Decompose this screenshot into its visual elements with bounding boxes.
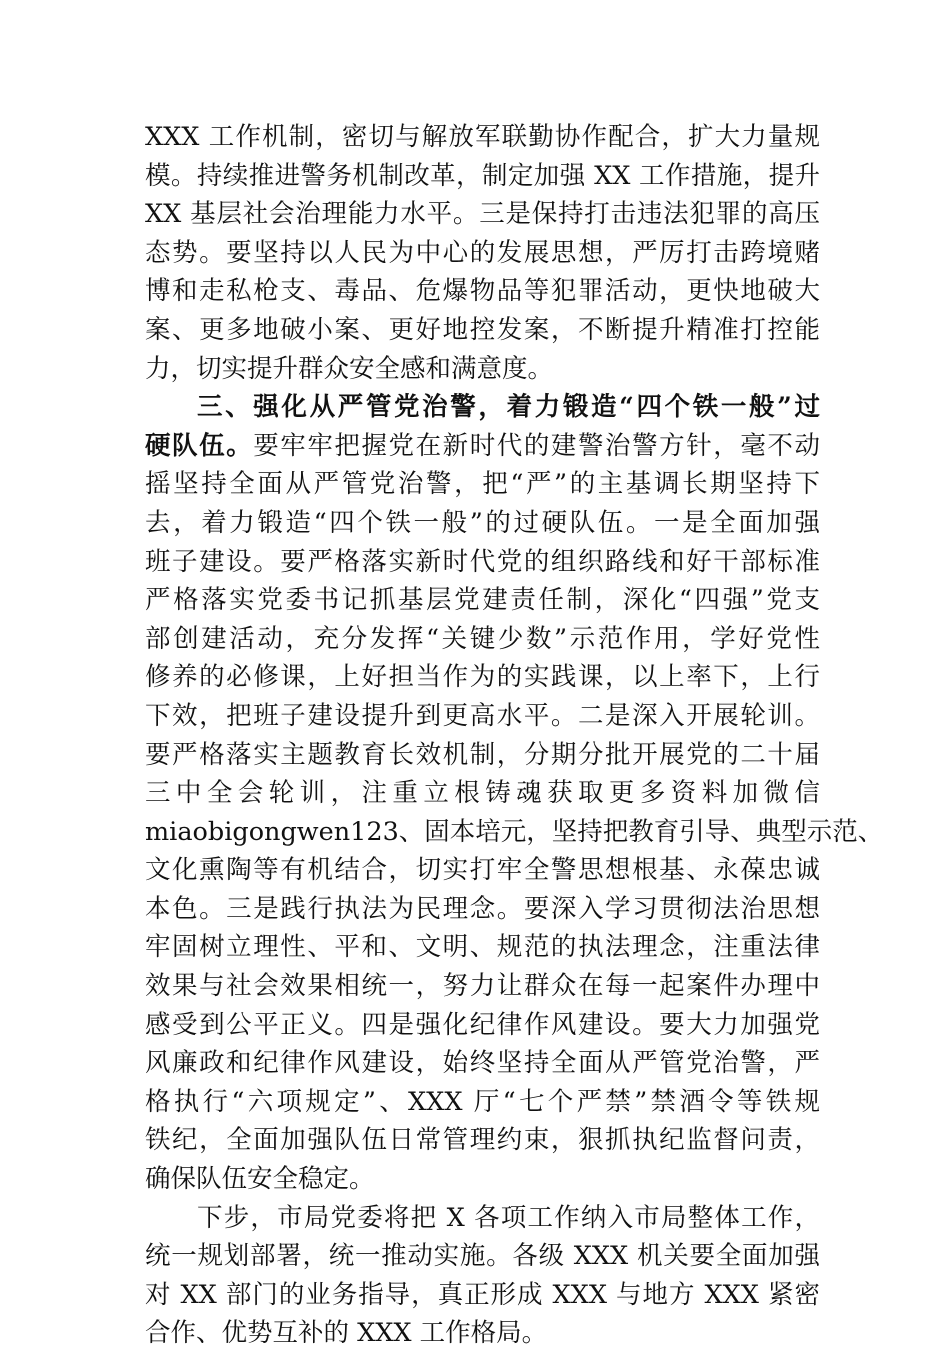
paragraph-1-line: 模。持续推进警务机制改革，制定加强 XX 工作措施，提升 [145,160,820,191]
paragraph-1-line: 案、更多地破小案、更好地控发案，不断提升精准打控能 [145,314,820,345]
document-body [145,118,884,1353]
paragraph-3-line: 下步，市局党委将把 X 各项工作纳入市局整体工作， [197,1202,820,1233]
paragraph-3-line: 合作、优势互补的 XXX 工作格局。 [145,1318,548,1349]
paragraph-2-line: 效果与社会效果相统一，努力让群众在每一起案件办理中 [145,971,820,1002]
paragraph-1-line: 态势。要坚持以人民为中心的发展思想，严厉打击跨境赌 [145,237,820,268]
paragraph-1-line: 博和走私枪支、毒品、危爆物品等犯罪活动，更快地破大 [145,276,820,307]
paragraph-2-line [145,427,820,466]
paragraph-2-line: 风廉政和纪律作风建设，始终坚持全面从严管党治警，严 [145,1048,820,1079]
paragraph-2-line: 部创建活动，充分发挥“关键少数”示范作用，学好党性 [145,623,820,654]
paragraph-1-line: 力，切实提升群众安全感和满意度。 [145,353,554,384]
paragraph-2-line: 文化熏陶等有机结合，切实打牢全警思想根基、永葆忠诚 [145,855,820,886]
paragraph-2-line: 严格落实党委书记抓基层党建责任制，深化“四强”党支 [145,585,820,616]
paragraph-2-line: 下效，把班子建设提升到更高水平。二是深入开展轮训。 [145,700,820,731]
section-heading-tail: 硬队伍。 [145,430,254,461]
paragraph-2-line: 格执行“六项规定”、XXX 厅“七个严禁”禁酒令等铁规 [145,1086,820,1117]
paragraph-1-line: XX 基层社会治理能力水平。三是保持打击违法犯罪的高压 [145,199,820,230]
paragraph-2-line-rest: 要牢牢把握党在新时代的建警治警方针，毫不动 [253,430,820,461]
paragraph-1-line: XXX 工作机制，密切与解放军联勤协作配合，扩大力量规 [145,122,820,152]
paragraph-2-line: 摇坚持全面从严管党治警，把“严”的主基调长期坚持下 [145,469,820,500]
paragraph-2-line: 班子建设。要严格落实新时代党的组织路线和好干部标准 [145,546,820,577]
paragraph-2-line: 修养的必修课，上好担当作为的实践课，以上率下，上行 [145,662,820,693]
paragraph-2-line: 本色。三是践行执法为民理念。要深入学习贯彻法治思想 [145,893,820,924]
paragraph-3-line: 对 XX 部门的业务指导，真正形成 XXX 与地方 XXX 紧密 [145,1279,820,1310]
paragraph-2-line: 牢固树立理性、平和、文明、规范的执法理念，注重法律 [145,932,820,963]
paragraph-2-line: 铁纪，全面加强队伍日常管理约束，狠抓执纪监督问责， [145,1125,820,1156]
paragraph-2-line: 要严格落实主题教育长效机制，分期分批开展党的二十届 [145,739,820,770]
paragraph-2-line: 去，着力锻造“四个铁一般”的过硬队伍。一是全面加强 [145,507,820,538]
paragraph-3-line: 统一规划部署，统一推动实施。各级 XXX 机关要全面加强 [145,1241,820,1272]
paragraph-2-line: 三中全会轮训，注重立根铸魂获取更多资料加微信 [145,778,820,809]
paragraph-2-line: 感受到公平正义。四是强化纪律作风建设。要大力加强党 [145,1009,820,1040]
paragraph-2-line: miaobigongwen123、固本培元，坚持把教育引导、典型示范、 [145,816,884,847]
paragraph-2-line: 确保队伍安全稳定。 [145,1164,375,1195]
section-heading-line: 三、强化从严管党治警，着力锻造“四个铁一般”过 [197,392,820,423]
